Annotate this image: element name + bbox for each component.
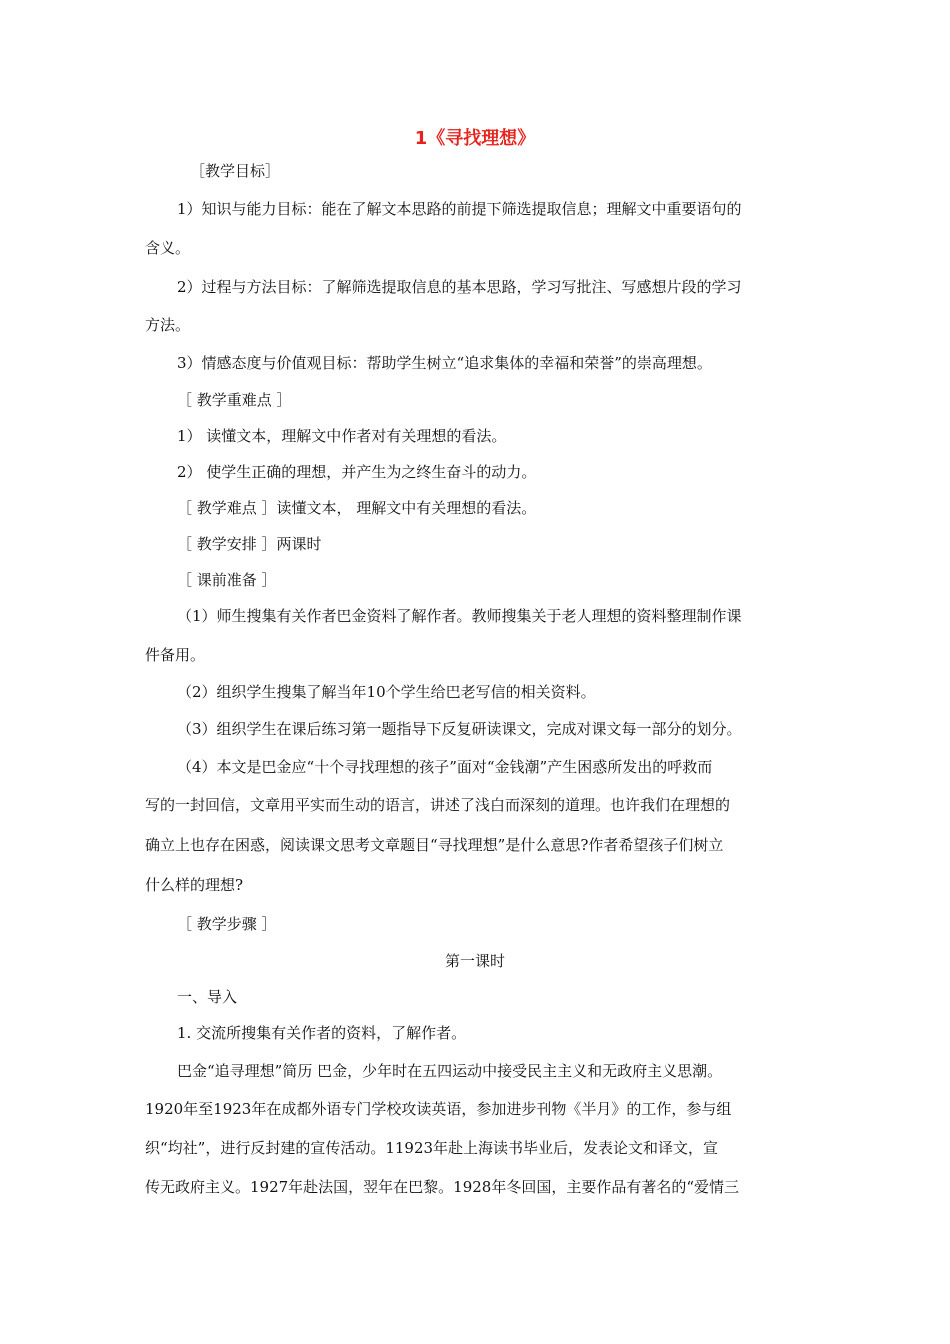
- objective-3: 3）情感态度与价值观目标：帮助学生树立“追求集体的幸福和荣誉”的崇高理想。: [177, 354, 712, 372]
- arrangement-line: ［ 教学安排 ］两课时: [177, 535, 322, 553]
- prep-1-line-1: （1）师生搜集有关作者巴金资料了解作者。教师搜集关于老人理想的资料整理制作课: [177, 607, 742, 625]
- prep-4-line-1: （4）本文是巴金应“十个寻找理想的孩子”面对“金钱潮”产生困惑所发出的呼救而: [177, 758, 713, 776]
- prep-3: （3）组织学生在课后练习第一题指导下反复研读课文，完成对课文每一部分的划分。: [177, 720, 742, 738]
- prep-4-line-2: 写的一封回信，文章用平实而生动的语言，讲述了浅白而深刻的道理。也许我们在理想的: [145, 796, 731, 814]
- objectives-heading: ［教学目标］: [190, 162, 281, 180]
- bio-line-2: 1920年至1923年在成都外语专门学校攻读英语，参加进步刊物《半月》的工作，参与组: [145, 1100, 732, 1118]
- key-points-heading: ［ 教学重难点 ］: [177, 391, 292, 409]
- key-point-2: 2） 使学生正确的理想，并产生为之终生奋斗的动力。: [177, 463, 537, 481]
- prep-heading: ［ 课前准备 ］: [177, 571, 277, 589]
- difficulty-line: ［ 教学难点 ］读懂文本， 理解文中有关理想的看法。: [177, 499, 537, 517]
- objective-1-line-2: 含义。: [145, 239, 191, 257]
- document-title: 1《寻找理想》: [414, 128, 536, 149]
- objective-2-line-1: 2）过程与方法目标：了解筛选提取信息的基本思路，学习写批注、写感想片段的学习: [177, 278, 742, 296]
- prep-2: （2）组织学生搜集了解当年10个学生给巴老写信的相关资料。: [177, 683, 596, 701]
- prep-4-line-4: 什么样的理想?: [145, 876, 244, 894]
- objective-1-line-1: 1）知识与能力目标：能在了解文本思路的前提下筛选提取信息；理解文中重要语句的: [177, 200, 742, 218]
- steps-heading: ［ 教学步骤 ］: [177, 915, 277, 933]
- prep-4-line-3: 确立上也存在困惑，阅读课文思考文章题目“寻找理想”是什么意思?作者希望孩子们树立: [145, 836, 724, 854]
- bio-line-3: 织“均社”，进行反封建的宣传活动。11923年赴上海读书毕业后，发表论文和译文，宣: [145, 1139, 719, 1157]
- lesson-one-heading: 第一课时: [444, 952, 505, 970]
- intro-heading: 一、导入: [177, 988, 238, 1006]
- bio-line-4: 传无政府主义。1927年赴法国，翌年在巴黎。1928年冬回国，主要作品有著名的“爱情三: [145, 1178, 740, 1196]
- intro-item-1: 1. 交流所搜集有关作者的资料，了解作者。: [177, 1024, 467, 1042]
- prep-1-line-2: 件备用。: [145, 646, 206, 664]
- bio-line-1: 巴金“追寻理想”简历 巴金，少年时在五四运动中接受民主主义和无政府主义思潮。: [177, 1062, 723, 1080]
- objective-2-line-2: 方法。: [145, 316, 191, 334]
- key-point-1: 1） 读懂文本，理解文中作者对有关理想的看法。: [177, 427, 507, 445]
